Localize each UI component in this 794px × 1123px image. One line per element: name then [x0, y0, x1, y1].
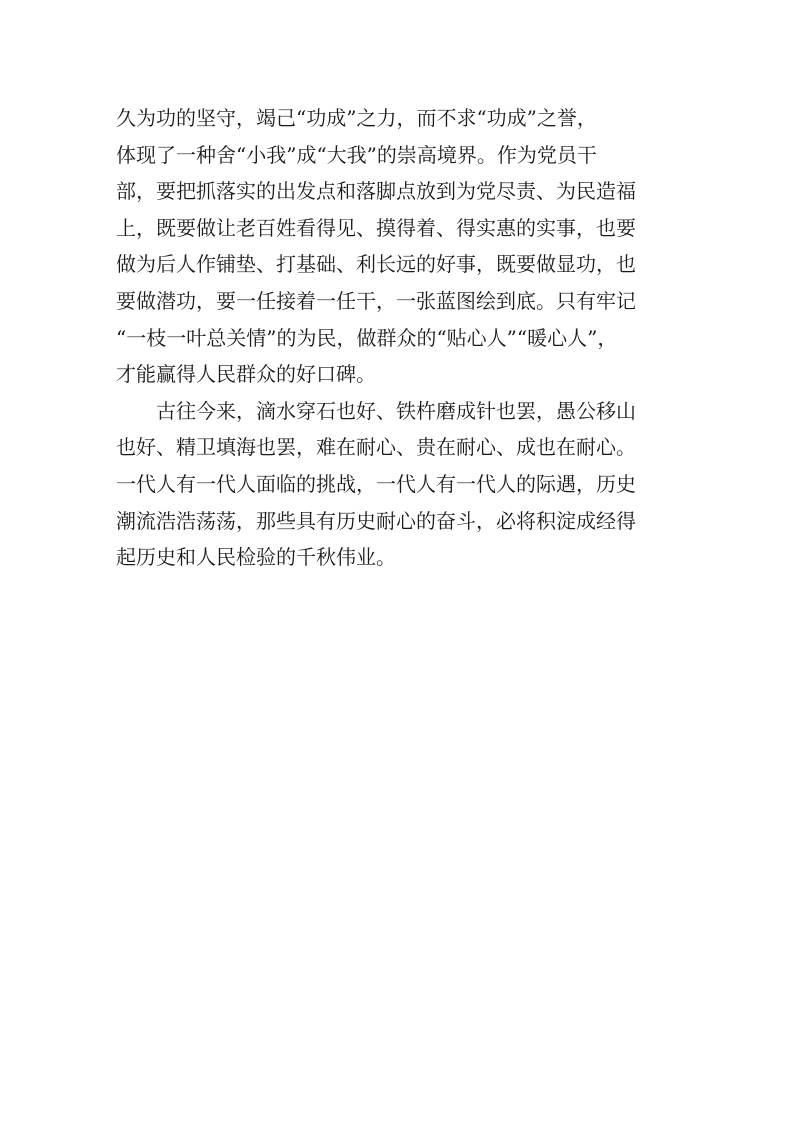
paragraph-line: 做为后人作铺垫、打基础、利长远的好事，既要做显功，也	[116, 252, 636, 277]
paragraph-line: 古往今来，滴水穿石也好、铁杵磨成针也罢，愚公移山	[156, 398, 636, 423]
paragraph-line: 一代人有一代人面临的挑战，一代人有一代人的际遇，历史	[116, 471, 636, 496]
paragraph-line: 潮流浩浩荡荡，那些具有历史耐心的奋斗，必将积淀成经得	[116, 508, 636, 533]
paragraph-line: 起历史和人民检验的千秋伟业。	[116, 545, 396, 570]
paragraph-line: 也好、精卫填海也罢，难在耐心、贵在耐心、成也在耐心。	[116, 435, 636, 460]
paragraph-1	[116, 100, 696, 393]
paragraph-line: 上，既要做让老百姓看得见、摸得着、得实惠的实事，也要	[116, 215, 636, 240]
paragraph-line: 才能赢得人民群众的好口碑。	[116, 362, 376, 387]
paragraph-line: “一枝一叶总关情”的为民，做群众的“贴心人”“暖心人”，	[116, 325, 618, 350]
paragraph-line: 体现了一种舍“小我”成“大我”的崇高境界。作为党员干	[116, 142, 597, 167]
paragraph-line: 久为功的坚守，竭己“功成”之力，而不求“功成”之誉，	[116, 106, 597, 130]
paragraph-line: 部，要把抓落实的出发点和落脚点放到为党尽责、为民造福	[116, 179, 636, 204]
paragraph-2	[116, 393, 696, 576]
paragraph-line: 要做潜功，要一任接着一任干，一张蓝图绘到底。只有牢记	[116, 288, 636, 313]
document-body	[116, 100, 696, 576]
